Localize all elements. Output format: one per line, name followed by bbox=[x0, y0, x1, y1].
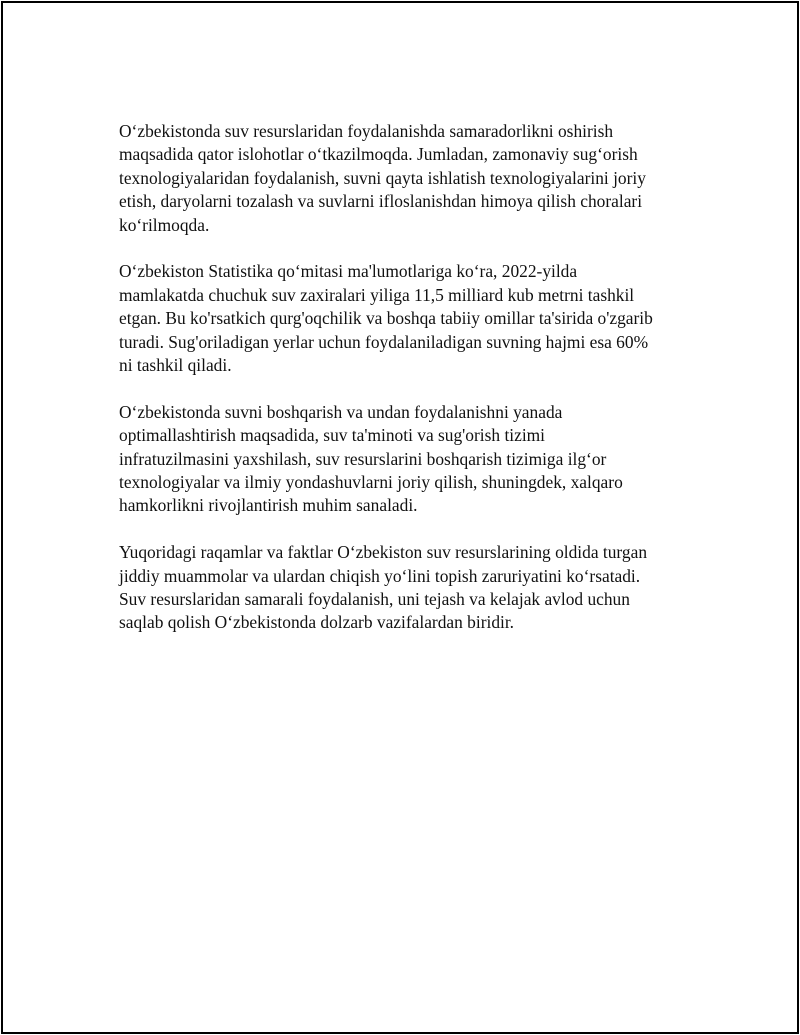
paragraph-line: saqlab qolish O‘zbekistonda dolzarb vazifalardan biridir. bbox=[119, 612, 515, 633]
paragraph-line: O‘zbekiston Statistika qo‘mitasi ma'lumotlariga ko‘ra, 2022-yilda bbox=[119, 261, 578, 282]
paragraph-line: texnologiyalaridan foydalanish, suvni qayta ishlatish texnologiyalarini joriy bbox=[119, 167, 646, 188]
paragraph-line: O‘zbekistonda suvni boshqarish va undan foydalanishni yanada bbox=[119, 401, 563, 422]
paragraph-line: optimallashtirish maqsadida, suv ta'minoti va sug'orish tizimi bbox=[119, 425, 546, 446]
paragraph-2 bbox=[119, 260, 699, 377]
paragraph-line: Yuqoridagi raqamlar va faktlar O‘zbekiston suv resurslarining oldida turgan bbox=[119, 542, 648, 563]
paragraph-line: ni tashkil qiladi. bbox=[119, 355, 232, 376]
paragraph-line: etish, daryolarni tozalash va suvlarni ifloslanishdan himoya qilish choralari bbox=[119, 191, 643, 212]
paragraph-line: texnologiyalar va ilmiy yondashuvlarni joriy qilish, shuningdek, xalqaro bbox=[119, 472, 623, 493]
paragraph-line: O‘zbekistonda suv resurslaridan foydalanishda samaradorlikni oshirish bbox=[119, 121, 614, 141]
paragraph-1 bbox=[119, 120, 699, 237]
paragraph-3 bbox=[119, 401, 699, 518]
page-frame bbox=[1, 1, 799, 1034]
paragraph-line: ko‘rilmoqda. bbox=[119, 214, 210, 235]
paragraph-4 bbox=[119, 541, 699, 635]
paragraph-line: maqsadida qator islohotlar o‘tkazilmoqda. Jumladan, zamonaviy sug‘orish bbox=[119, 144, 638, 165]
paragraph-line: infratuzilmasini yaxshilash, suv resurslarini boshqarish tizimiga ilg‘or bbox=[119, 448, 607, 469]
document-body bbox=[119, 120, 699, 658]
paragraph-line: jiddiy muammolar va ulardan chiqish yo‘lini topish zaruriyatini ko‘rsatadi. bbox=[119, 565, 641, 586]
paragraph-line: Suv resurslaridan samarali foydalanish, uni tejash va kelajak avlod uchun bbox=[119, 589, 630, 610]
paragraph-line: turadi. Sug'oriladigan yerlar uchun foydalaniladigan suvning hajmi esa 60% bbox=[119, 331, 649, 352]
paragraph-line: hamkorlikni rivojlantirish muhim sanaladi. bbox=[119, 495, 418, 516]
paragraph-line: etgan. Bu ko'rsatkich qurg'oqchilik va boshqa tabiiy omillar ta'sirida o'zgarib bbox=[119, 308, 653, 329]
paragraph-line: mamlakatda chuchuk suv zaxiralari yiliga 11,5 milliard kub metrni tashkil bbox=[119, 284, 635, 305]
